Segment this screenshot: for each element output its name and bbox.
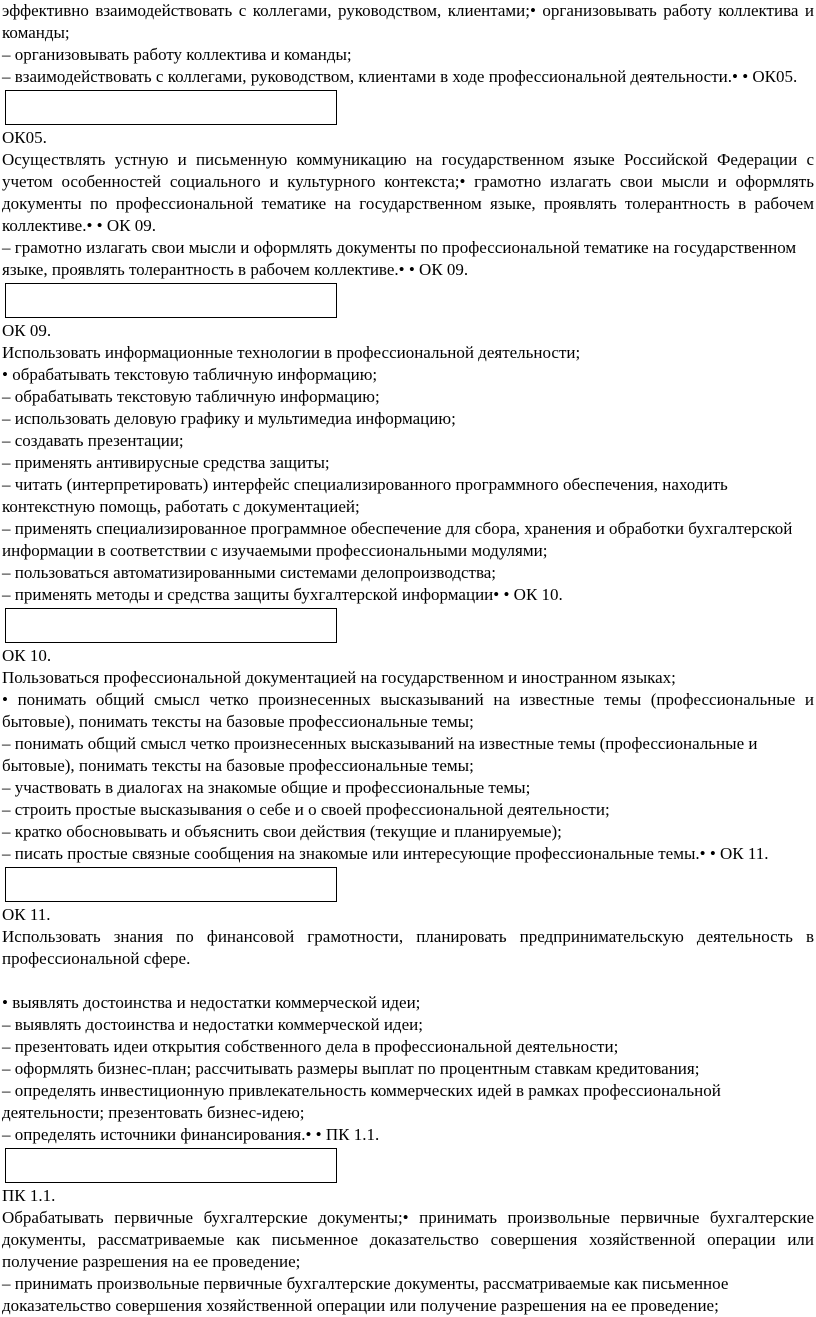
text-paragraph: – оформлять бизнес-план; рассчитывать размеры выплат по процентным ставкам кредитования; — [2, 1059, 700, 1078]
text-paragraph: ОК 11. — [2, 905, 51, 924]
empty-input-box[interactable] — [5, 1148, 337, 1183]
empty-input-box[interactable] — [5, 608, 337, 643]
text-paragraph: – применять специализированное программное обеспечение для сбора, хранения и обработки бухгалтерской информации в соответствии с изучаемыми профессиональными модулями; — [2, 519, 793, 560]
text-paragraph: – строить простые высказывания о себе и о своей профессиональной деятельности; — [2, 800, 610, 819]
text-paragraph: – выявлять достоинства и недостатки коммерческой идеи; — [2, 1015, 423, 1034]
text-paragraph: ОК 10. — [2, 646, 52, 665]
text-paragraph: эффективно взаимодействовать с коллегами, руководством, клиентами;• организовывать работу коллектива и команды; — [2, 1, 814, 42]
empty-input-box[interactable] — [5, 90, 337, 125]
text-paragraph: – грамотно излагать свои мысли и оформлять документы по профессиональной тематике на государственном языке, проявлять толерантность в рабочем коллективе.• • ОК 09. — [2, 238, 797, 279]
text-paragraph: – участвовать в диалогах на знакомые общие и профессиональные темы; — [2, 778, 531, 797]
text-paragraph: – кратко обосновывать и объяснить свои действия (текущие и планируемые); — [2, 822, 562, 841]
text-paragraph: • обрабатывать текстовую табличную информацию; — [2, 365, 378, 384]
text-paragraph: – применять антивирусные средства защиты; — [2, 453, 330, 472]
text-paragraph: – определять источники финансирования.• • ПК 1.1. — [2, 1125, 380, 1144]
text-paragraph: – пользоваться автоматизированными системами делопроизводства; — [2, 563, 497, 582]
text-paragraph: – организовывать работу коллектива и команды; — [2, 45, 352, 64]
text-paragraph: • понимать общий смысл четко произнесенных высказываний на известные темы (профессиональные и бытовые), понимать тексты на базовые профессиональные темы; — [2, 690, 814, 731]
text-paragraph: – определять инвестиционную привлекательность коммерческих идей в рамках профессиональной деятельности; презентовать бизнес-идею; — [2, 1081, 721, 1122]
text-paragraph: ПК 1.1. — [2, 1186, 56, 1205]
text-paragraph: Использовать знания по финансовой грамотности, планировать предпринимательскую деятельность в профессиональной сфере. — [2, 927, 814, 968]
text-paragraph: Осуществлять устную и письменную коммуникацию на государственном языке Российской Федерации с учетом особенностей социального и культурного контекста;• грамотно излагать свои мысли и оформлять документы по профессиональной тематике на государственном языке, проявлять толерантность в рабочем коллективе.• • ОК 09. — [2, 150, 814, 235]
text-paragraph: – писать простые связные сообщения на знакомые или интересующие профессиональные темы.• • ОК 11. — [2, 844, 769, 863]
text-paragraph: – взаимодействовать с коллегами, руководством, клиентами в ходе профессиональной деятельности.• • ОК05. — [2, 67, 798, 86]
text-paragraph: ОК 09. — [2, 321, 52, 340]
empty-input-box[interactable] — [5, 867, 337, 902]
text-paragraph: – понимать общий смысл четко произнесенных высказываний на известные темы (профессиональные и бытовые), понимать тексты на базовые профессиональные темы; — [2, 734, 758, 775]
empty-input-box[interactable] — [5, 283, 337, 318]
text-paragraph: Обрабатывать первичные бухгалтерские документы;• принимать произвольные первичные бухгалтерские документы, рассматриваемые как письменное доказательство совершения хозяйственной операции или получение разрешения на ее проведение; — [2, 1208, 814, 1271]
text-paragraph: – создавать презентации; — [2, 431, 184, 450]
text-paragraph: ОК05. — [2, 128, 47, 147]
text-paragraph: – обрабатывать текстовую табличную информацию; — [2, 387, 380, 406]
text-paragraph: • выявлять достоинства и недостатки коммерческой идеи; — [2, 993, 421, 1012]
text-paragraph: – презентовать идеи открытия собственного дела в профессиональной деятельности; — [2, 1037, 619, 1056]
text-paragraph: Использовать информационные технологии в профессиональной деятельности; — [2, 343, 581, 362]
text-paragraph: – читать (интерпретировать) интерфейс специализированного программного обеспечения, находить контекстную помощь, работать с документацией; — [2, 475, 728, 516]
text-paragraph: – использовать деловую графику и мультимедиа информацию; — [2, 409, 456, 428]
text-paragraph: Пользоваться профессиональной документацией на государственном и иностранном языках; — [2, 668, 676, 687]
text-paragraph: – принимать произвольные первичные бухгалтерские документы, рассматриваемые как письменное доказательство совершения хозяйственной операции или получение разрешения на ее проведение; — [2, 1274, 729, 1315]
text-paragraph: – применять методы и средства защиты бухгалтерской информации• • ОК 10. — [2, 585, 563, 604]
blank-line — [2, 970, 814, 992]
